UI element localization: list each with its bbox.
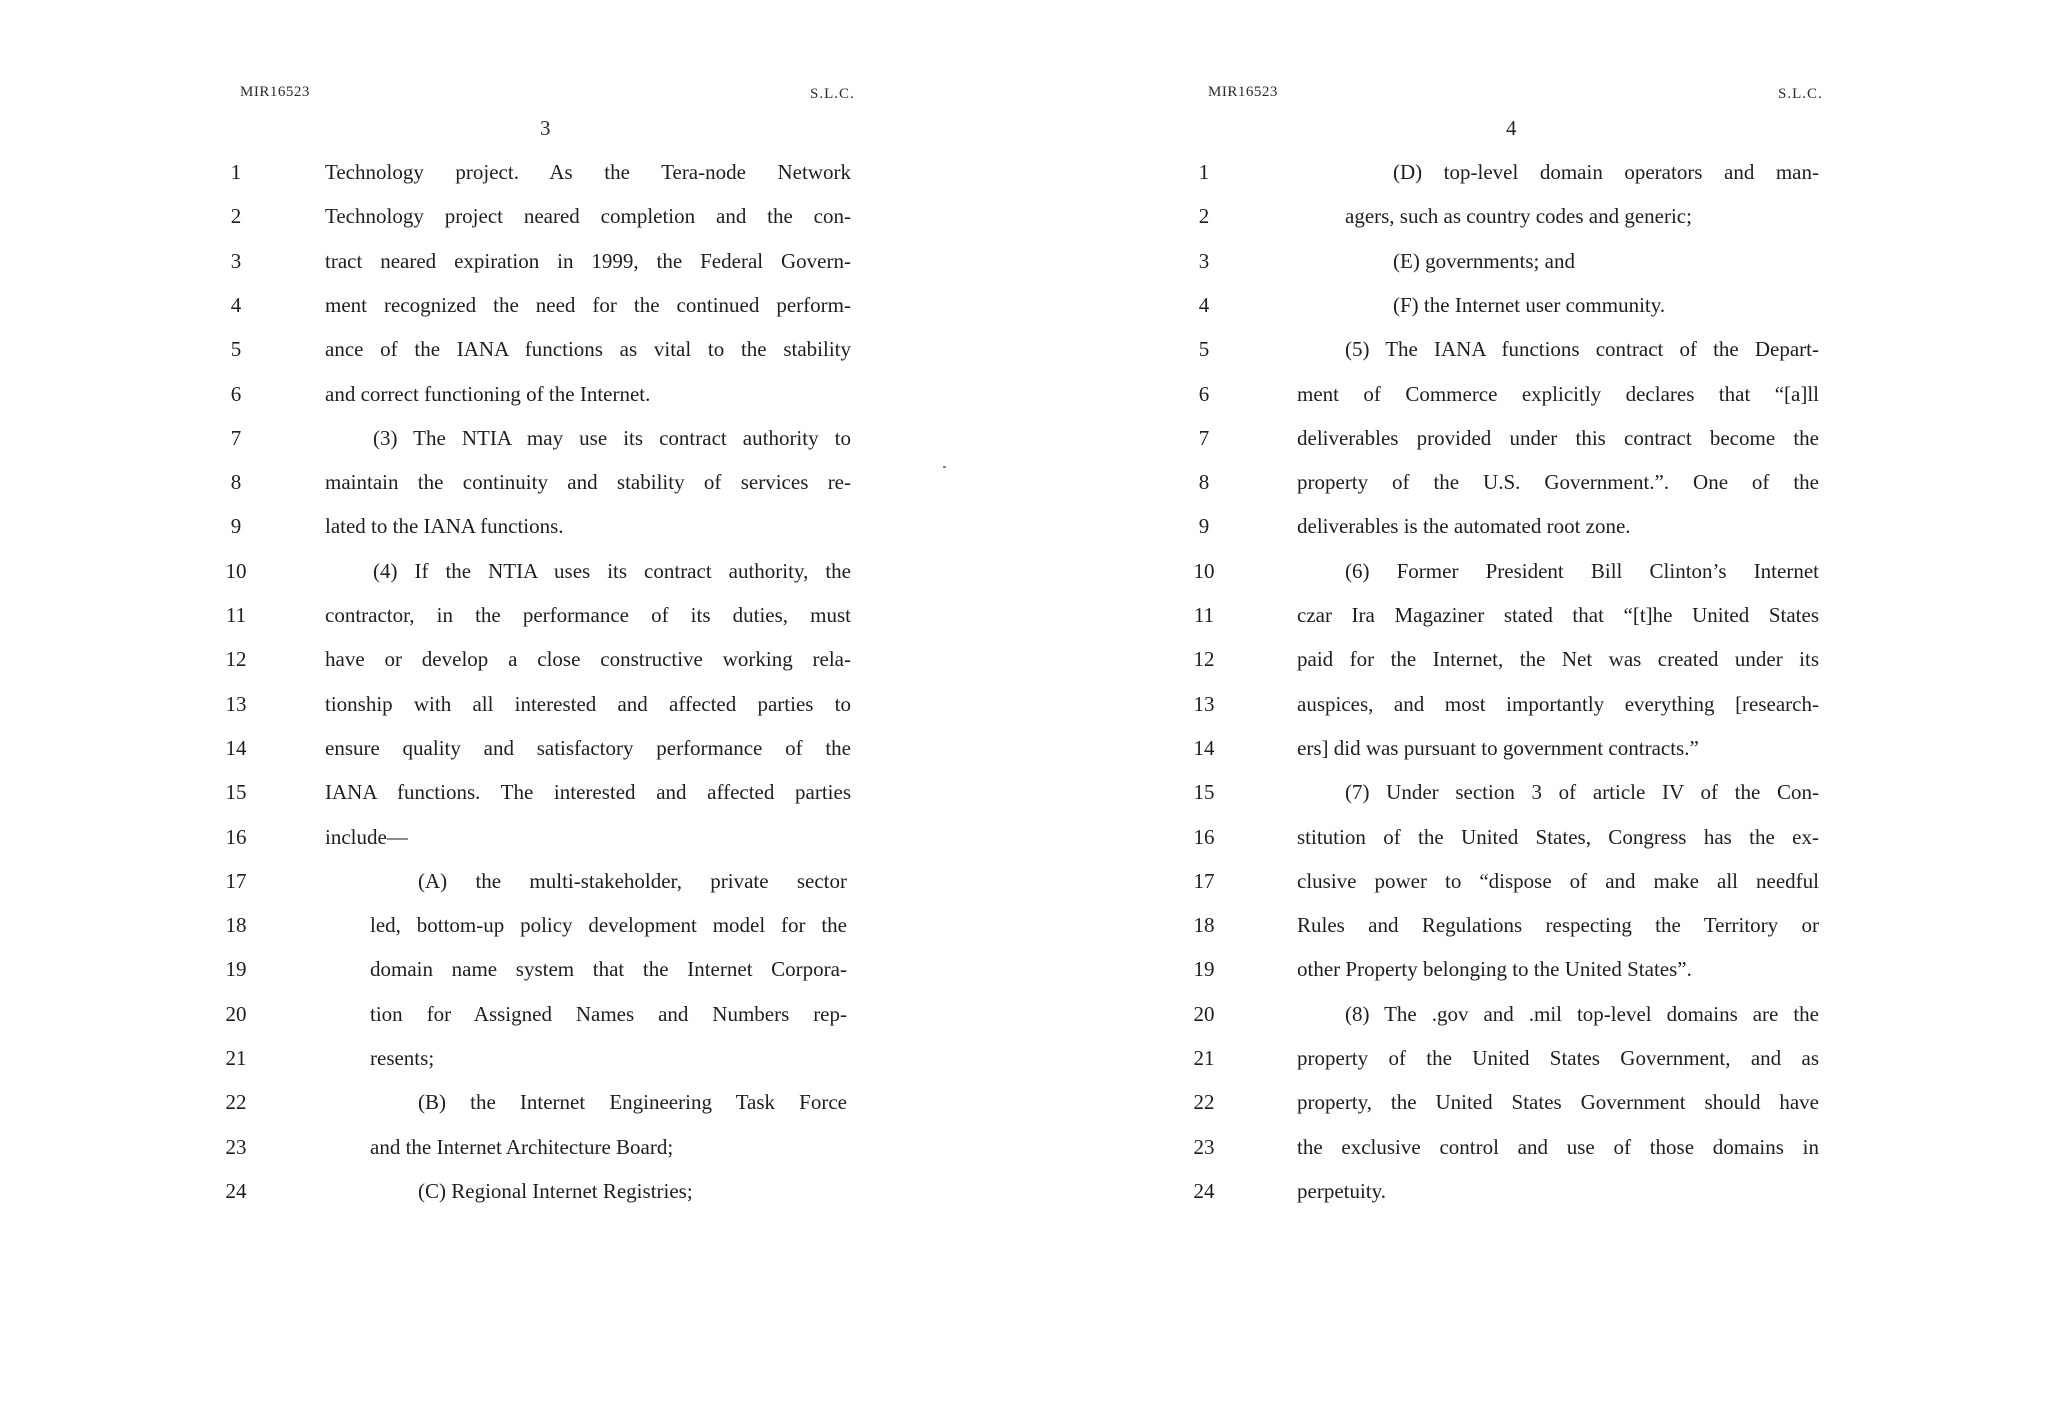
line-number: 8 — [230, 470, 242, 494]
right-page — [1024, 0, 2048, 1415]
line-text: perpetuity. — [1297, 1179, 1387, 1203]
line-text: paid for the Internet, the Net was created under its — [1297, 647, 1819, 671]
line-number: 1 — [230, 160, 242, 184]
line-number: 18 — [1193, 913, 1215, 937]
line-number: 4 — [1198, 293, 1210, 317]
line-number: 7 — [1198, 426, 1210, 450]
line-text: IANA functions. The interested and affected parties — [325, 780, 851, 804]
line-number: 14 — [225, 736, 247, 760]
line-text: deliverables is the automated root zone. — [1297, 514, 1631, 538]
line-number: 20 — [225, 1002, 247, 1026]
line-text: property, the United States Government should have — [1297, 1090, 1819, 1114]
line-text: tion for Assigned Names and Numbers rep- — [370, 1002, 847, 1026]
line-text: agers, such as country codes and generic; — [1345, 204, 1692, 228]
line-number: 20 — [1193, 1002, 1215, 1026]
line-number: 4 — [230, 293, 242, 317]
line-number: 23 — [1193, 1135, 1215, 1159]
line-number: 24 — [225, 1179, 247, 1203]
line-number: 2 — [1198, 204, 1210, 228]
line-number: 11 — [225, 603, 247, 627]
line-number: 10 — [225, 559, 247, 583]
line-number: 23 — [225, 1135, 247, 1159]
line-text: (D) top-level domain operators and man- — [1393, 160, 1819, 184]
line-number: 17 — [225, 869, 247, 893]
line-number: 15 — [1193, 780, 1215, 804]
line-number: 3 — [230, 249, 242, 273]
line-number: 8 — [1198, 470, 1210, 494]
page-number: 4 — [1506, 116, 1517, 140]
line-number: 12 — [225, 647, 247, 671]
line-text: Rules and Regulations respecting the Territory or — [1297, 913, 1819, 937]
line-text: tionship with all interested and affected parties to — [325, 692, 851, 716]
document-id: MIR16523 — [1208, 84, 1278, 100]
line-number: 19 — [1193, 957, 1215, 981]
slc-marker: S.L.C. — [1778, 86, 1823, 102]
line-number: 5 — [230, 337, 242, 361]
line-text: (6) Former President Bill Clinton’s Internet — [1345, 559, 1819, 583]
line-text: led, bottom-up policy development model for the — [370, 913, 847, 937]
line-text: ance of the IANA functions as vital to the stability — [325, 337, 851, 361]
line-number: 22 — [225, 1090, 247, 1114]
line-text: ment recognized the need for the continued perform- — [325, 293, 851, 317]
line-number: 17 — [1193, 869, 1215, 893]
page-number: 3 — [540, 116, 551, 140]
line-text: (8) The .gov and .mil top-level domains are the — [1345, 1002, 1819, 1026]
line-text: ment of Commerce explicitly declares that “[a]ll — [1297, 382, 1819, 406]
line-number: 22 — [1193, 1090, 1215, 1114]
line-text: lated to the IANA functions. — [325, 514, 564, 538]
line-number: 21 — [1193, 1046, 1215, 1070]
line-number: 11 — [1193, 603, 1215, 627]
line-number: 5 — [1198, 337, 1210, 361]
line-number: 7 — [230, 426, 242, 450]
line-number: 14 — [1193, 736, 1215, 760]
line-number: 1 — [1198, 160, 1210, 184]
line-number: 12 — [1193, 647, 1215, 671]
slc-marker: S.L.C. — [810, 86, 855, 102]
line-text: czar Ira Magaziner stated that “[t]he United States — [1297, 603, 1819, 627]
line-number: 6 — [1198, 382, 1210, 406]
line-text: and correct functioning of the Internet. — [325, 382, 651, 406]
line-text: stitution of the United States, Congress has the ex- — [1297, 825, 1819, 849]
line-text: domain name system that the Internet Corpora- — [370, 957, 847, 981]
line-text: include— — [325, 825, 408, 849]
line-text: Technology project neared completion and the con- — [325, 204, 851, 228]
line-number: 3 — [1198, 249, 1210, 273]
line-number: 2 — [230, 204, 242, 228]
line-text: (3) The NTIA may use its contract authority to — [373, 426, 851, 450]
line-number: 6 — [230, 382, 242, 406]
line-text: auspices, and most importantly everything [research- — [1297, 692, 1819, 716]
line-text: clusive power to “dispose of and make all needful — [1297, 869, 1819, 893]
line-text: (B) the Internet Engineering Task Force — [418, 1090, 847, 1114]
line-number: 9 — [230, 514, 242, 538]
line-text: property of the United States Government, and as — [1297, 1046, 1819, 1070]
line-text: the exclusive control and use of those domains in — [1297, 1135, 1819, 1159]
line-text: maintain the continuity and stability of services re- — [325, 470, 851, 494]
line-text: other Property belonging to the United States”. — [1297, 957, 1692, 981]
line-text: (E) governments; and — [1393, 249, 1575, 273]
line-text: ers] did was pursuant to government contracts.” — [1297, 736, 1699, 760]
scan-speck — [943, 466, 946, 468]
line-text: contractor, in the performance of its duties, must — [325, 603, 851, 627]
line-text: (F) the Internet user community. — [1393, 293, 1666, 317]
line-number: 19 — [225, 957, 247, 981]
line-number: 16 — [225, 825, 247, 849]
line-text: tract neared expiration in 1999, the Federal Govern- — [325, 249, 851, 273]
line-number: 13 — [1193, 692, 1215, 716]
line-number: 21 — [225, 1046, 247, 1070]
line-text: property of the U.S. Government.”. One of the — [1297, 470, 1819, 494]
line-text: have or develop a close constructive working rela- — [325, 647, 851, 671]
line-text: resents; — [370, 1046, 435, 1070]
line-text: ensure quality and satisfactory performance of the — [325, 736, 851, 760]
line-text: Technology project. As the Tera-node Network — [325, 160, 851, 184]
line-number: 18 — [225, 913, 247, 937]
line-text: (A) the multi-stakeholder, private sector — [418, 869, 847, 893]
line-number: 16 — [1193, 825, 1215, 849]
line-number: 24 — [1193, 1179, 1215, 1203]
line-text: (7) Under section 3 of article IV of the Con- — [1345, 780, 1819, 804]
line-text: and the Internet Architecture Board; — [370, 1135, 674, 1159]
line-number: 9 — [1198, 514, 1210, 538]
line-number: 13 — [225, 692, 247, 716]
line-text: (4) If the NTIA uses its contract authority, the — [373, 559, 851, 583]
line-text: deliverables provided under this contract become the — [1297, 426, 1819, 450]
line-number: 15 — [225, 780, 247, 804]
document-id: MIR16523 — [240, 84, 310, 100]
line-text: (5) The IANA functions contract of the Depart- — [1345, 337, 1819, 361]
line-number: 10 — [1193, 559, 1215, 583]
line-text: (C) Regional Internet Registries; — [418, 1179, 693, 1203]
